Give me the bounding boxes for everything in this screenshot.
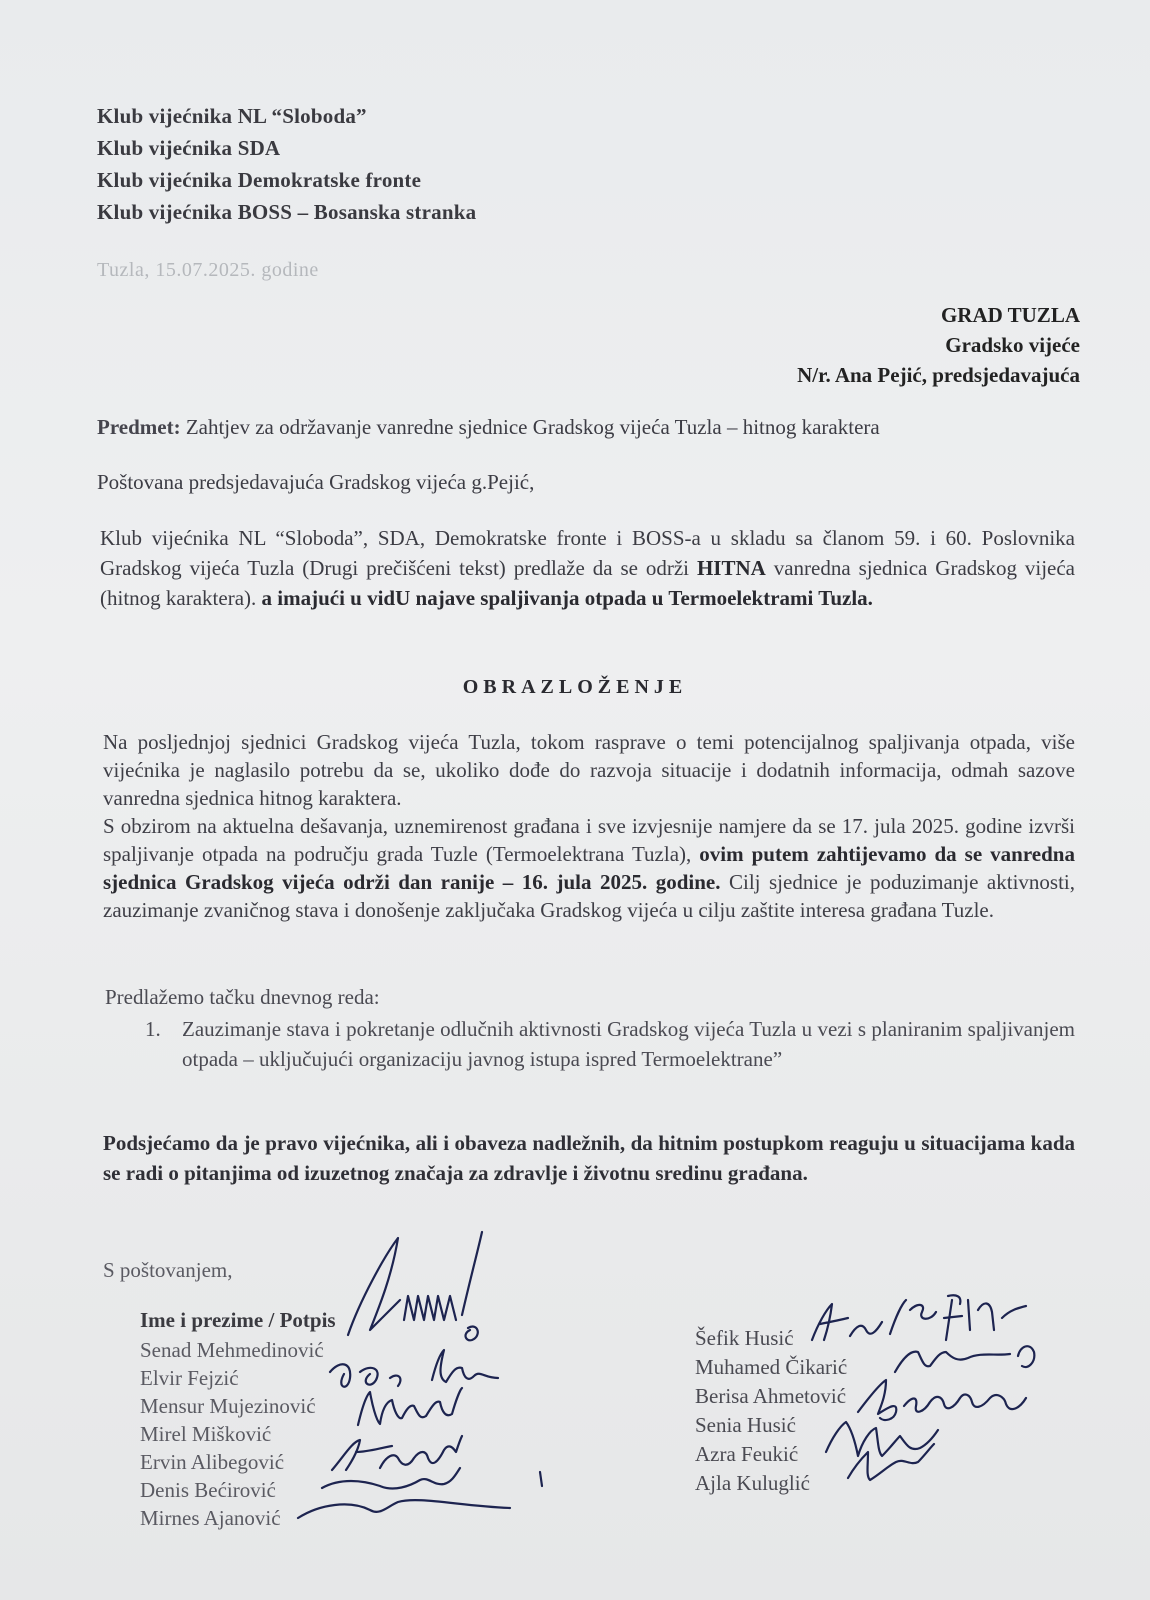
signature-mujezinovic [358,1388,462,1425]
reminder-paragraph: Podsjećamo da je pravo vijećnika, ali i obaveza nadležnih, da hitnim postupkom reaguju u situacijama kada se radi o pitanjima od izuzetnog značaja za zdravlje i životnu sredinu građana. [103,1131,1075,1185]
addressee-block [797,300,1080,390]
justification-emphasis: ovim putem zahtijevamo da se vanredna sjednica Gradskog vijeća održi dan ranije – 16. jula 2025. godine. [103,842,1075,894]
club-line: Klub vijećnika Demokratske fronte [97,168,422,192]
signatory-name: Elvir Fejzić [140,1366,239,1390]
signatory-name: Šefik Husić [695,1326,794,1350]
agenda-item-text: Zauzimanje stava i pokretanje odlučnih aktivnosti Gradskog vijeća Tuzla u vezi s planiranim spaljivanjem otpada – uključujući organizaciju javnog istupa ispred Termoelektrane” [182,1017,1075,1071]
salutation: Poštovana predsjedavajuća Gradskog vijeća g.Pejić, [97,470,535,494]
addressee-attention: N/r. Ana Pejić, predsjedavajuća [797,363,1080,387]
signature-ahmetovic [858,1380,1026,1420]
signatories-left [140,1336,324,1532]
section-heading: OBRAZLOŽENJE [462,676,688,698]
agenda-item-number: 1. [145,1017,161,1041]
club-line: Klub vijećnika BOSS – Bosanska stranka [97,200,477,224]
agenda-lead: Predlažemo tačku dnevnog reda: [105,985,380,1009]
justification-paragraph [103,812,1075,924]
signatory-name: Ajla Kuluglić [695,1471,810,1495]
document-date: Tuzla, 15.07.2025. godine [97,259,319,281]
justification-text: Cilj sjednice je poduzimanje aktivnosti, zauzimanje zvaničnog stava i donošenje zaključaka Gradskog vijeća u cilju zaštite interesa građana Tuzle. [103,870,1075,922]
signatory-name: Mensur Mujezinović [140,1394,316,1418]
signature-alibegovic [332,1436,462,1470]
addressee-city: GRAD TUZLA [940,303,1080,327]
signatory-name: Denis Bećirović [140,1478,276,1502]
subject-label: Predmet: [97,415,181,439]
justification-section [103,728,1075,924]
signatory-name: Senia Husić [695,1413,796,1437]
justification-text: S obzirom na aktuelna dešavanja, uznemirenost građana i sve izvjesnije namjere da se 17. jula 2025. godine izvrši spaljivanje otpada na području grada Tuzle (Termoelektrana Tuzla), [103,814,1075,866]
subject-line [97,415,880,440]
sender-clubs [97,100,476,228]
signatory-name: Berisa Ahmetović [695,1384,847,1408]
signature-becirovic [322,1468,460,1488]
signatory-name: Ervin Alibegović [140,1450,285,1474]
club-line: Klub vijećnika NL “Sloboda” [97,104,367,128]
signatory-name: Mirnes Ajanović [140,1506,281,1530]
intro-text: vanredna sjednica Gradskog vijeća (hitnog karaktera). [100,556,1075,610]
subject-text: Zahtjev za održavanje vanredne sjednice Gradskog vijeća Tuzla – hitnog karaktera [180,415,880,439]
intro-text: Klub vijećnika NL “Sloboda”, SDA, Demokratske fronte i BOSS-a u skladu sa članom 59. i 60. Poslovnika Gradskog vijeća Tuzla (Drugi prečišćeni tekst) predlaže da se održi [100,526,1075,580]
agenda-item [145,1014,1075,1074]
signature-header: Ime i prezime / Potpis [140,1308,336,1332]
justification-paragraph: Na posljednjoj sjednici Gradskog vijeća Tuzla, tokom rasprave o temi potencijalnog spaljivanja otpada, više vijećnika je naglasilo potrebu da se, ukoliko dođe do razvoja situacije i dodatnih informacija, odmah sazove vanredna sjednica hitnog karaktera. [103,730,1075,810]
signature-cikaric [895,1346,1034,1372]
signature-feukic [848,1444,934,1480]
signatories-right [695,1324,847,1498]
signatory-name: Muhamed Čikarić [695,1355,848,1379]
intro-emphasis: a imajući u vidU najave spaljivanja otpada u Termoelektrami Tuzla. [261,586,873,610]
closing-greeting: S poštovanjem, [103,1258,233,1282]
signature-mehmedinovic [348,1232,482,1340]
intro-emphasis: HITNA [696,556,766,580]
signatory-name: Senad Mehmedinović [140,1338,324,1362]
club-line: Klub vijećnika SDA [97,136,281,160]
intro-paragraph [100,523,1075,613]
ink-mark [540,1472,542,1486]
addressee-council: Gradsko vijeće [945,333,1080,357]
signatory-name: Azra Feukić [695,1442,799,1466]
signature-fejzic [330,1350,498,1387]
signature-ajanovic [298,1500,510,1518]
signatory-name: Mirel Mišković [140,1422,272,1446]
